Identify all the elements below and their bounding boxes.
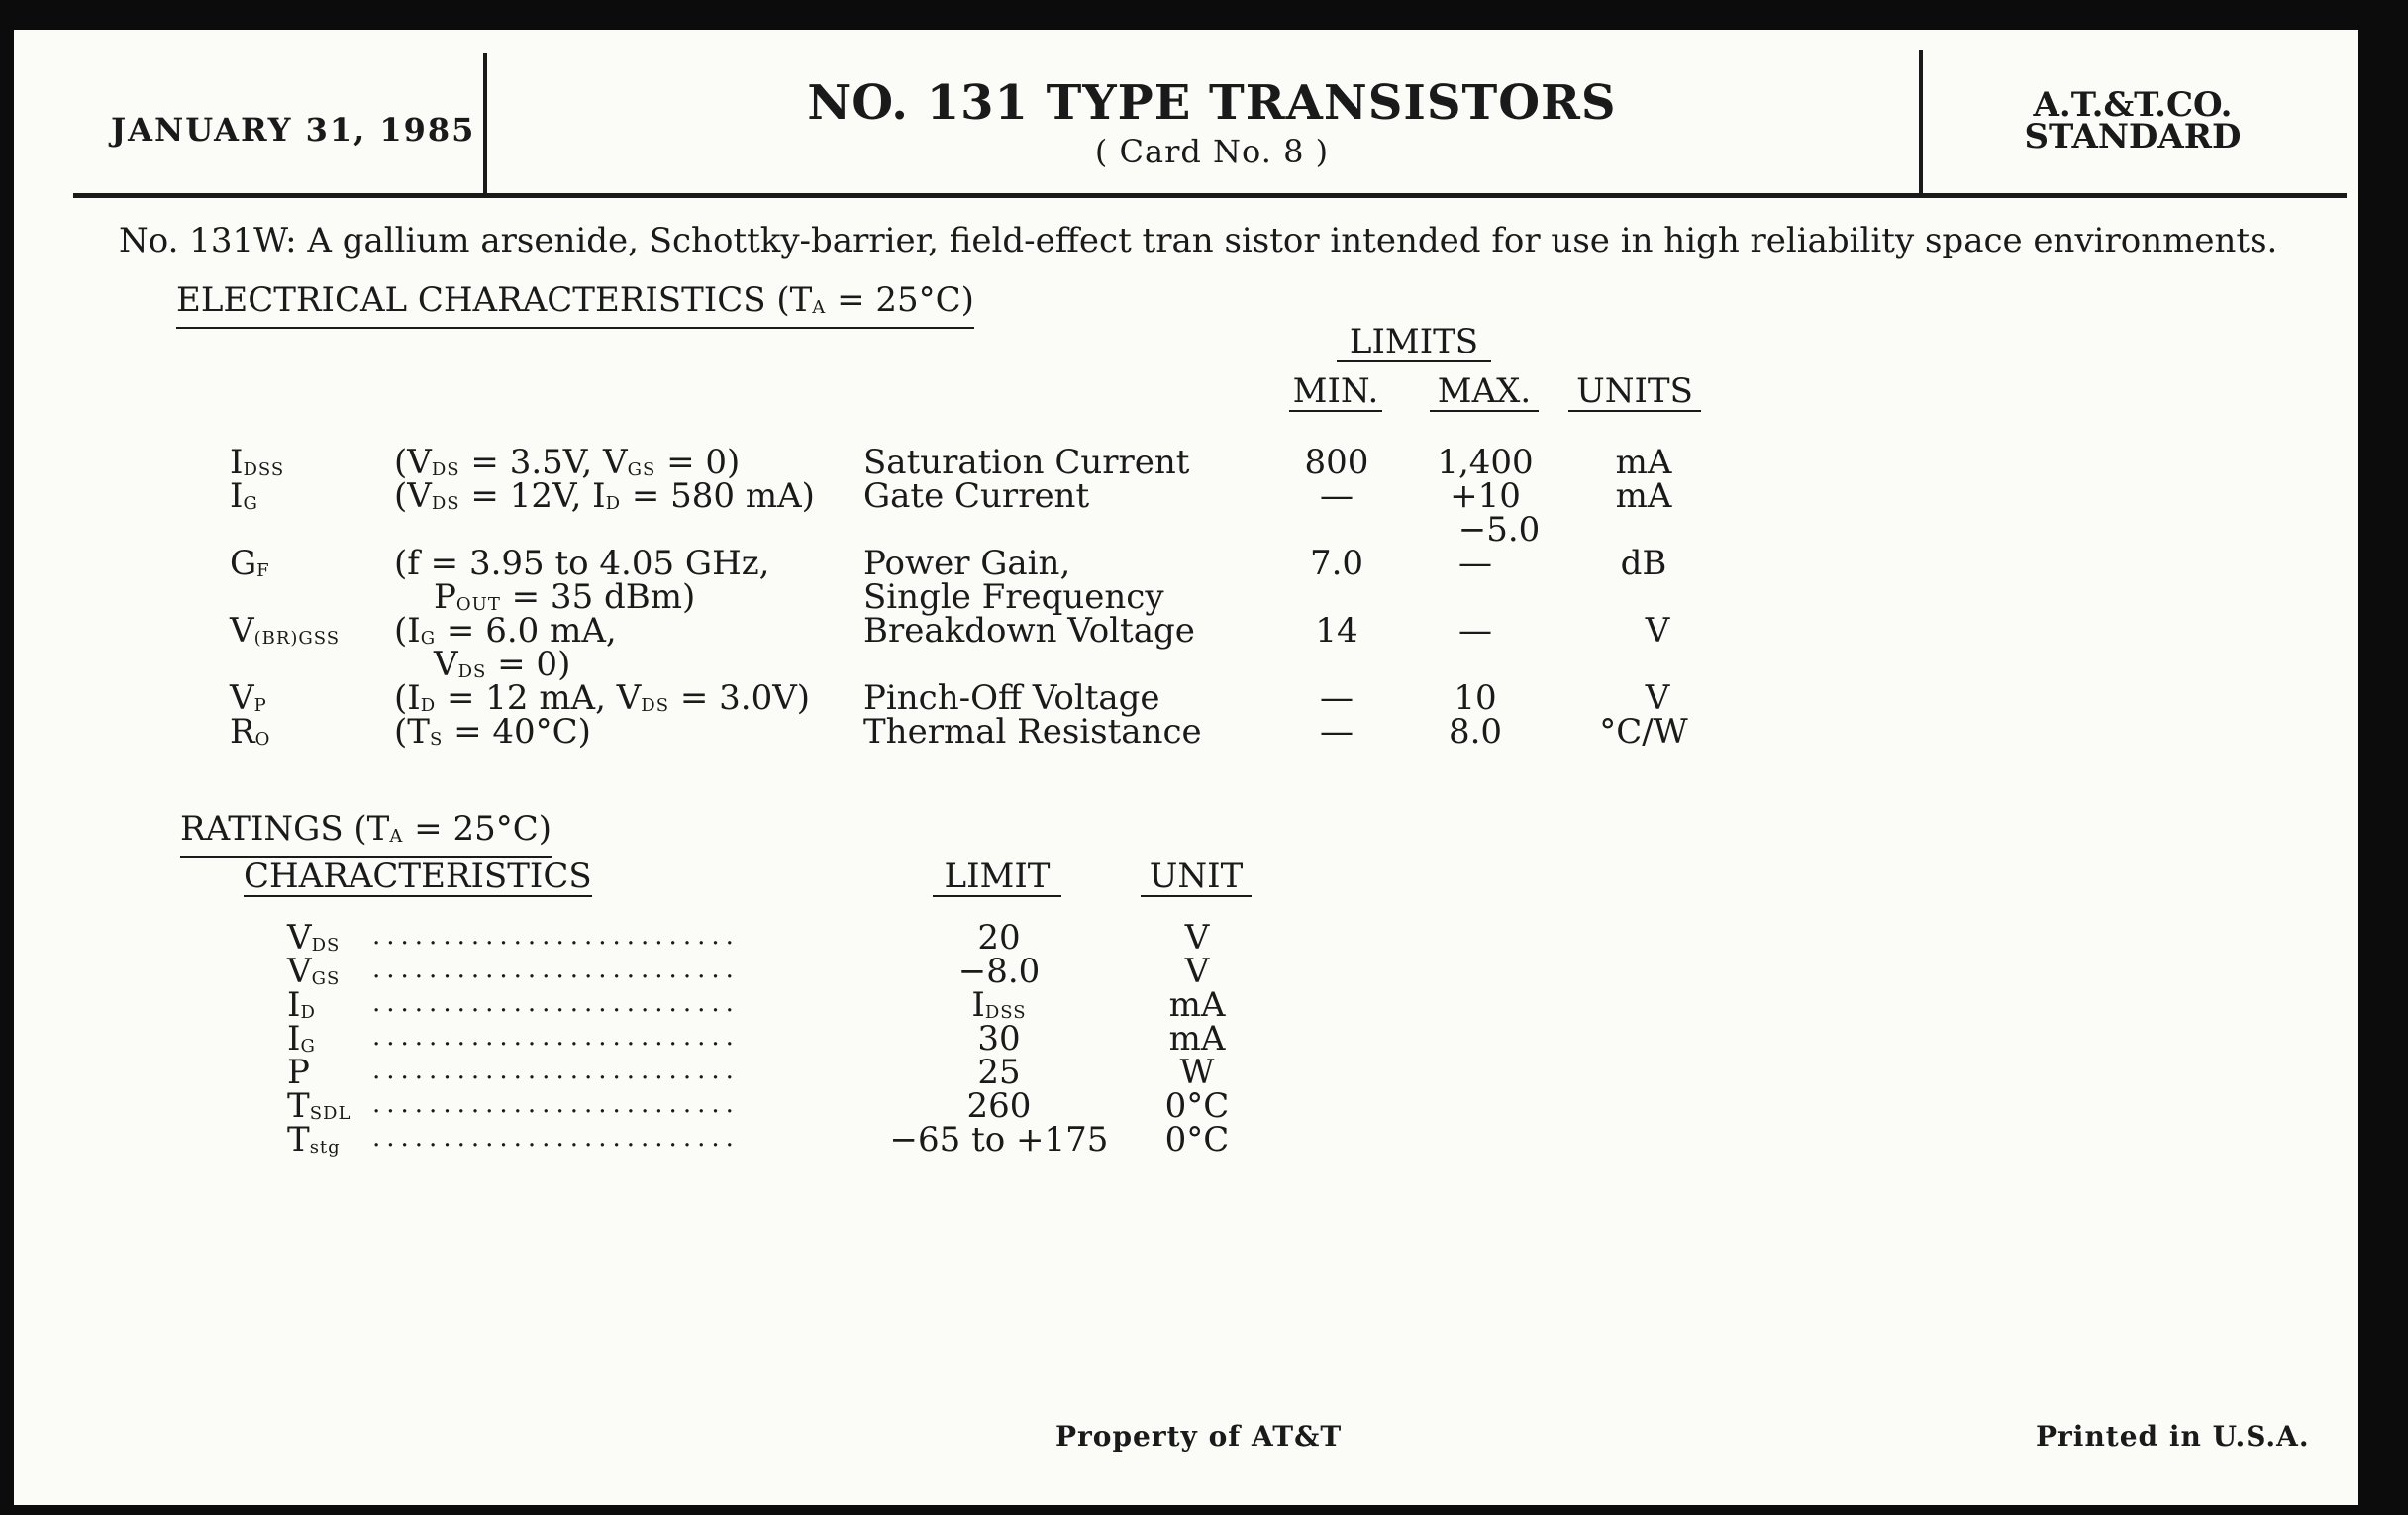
param-max: 10 — [1454, 678, 1497, 718]
param-condition-cont: $P_{OUT} = 35$ dBm) — [434, 577, 696, 617]
card-title: NO. 131 TYPE TRANSISTORS — [807, 75, 1617, 131]
footer-printed: Printed in U.S.A. — [2036, 1420, 2310, 1453]
rating-limit: 30 — [977, 1019, 1021, 1059]
rating-unit: 0°C — [1164, 1086, 1230, 1126]
rating-unit: 0°C — [1164, 1120, 1230, 1160]
param-symbol: $G_F$ — [230, 544, 270, 583]
param-max: — — [1458, 544, 1492, 583]
param-units: °C/W — [1599, 712, 1688, 752]
header-divider-right — [1919, 50, 1923, 194]
param-min: — — [1320, 476, 1354, 516]
rating-leader: .......................... — [372, 955, 740, 984]
param-min: — — [1320, 678, 1354, 718]
rating-unit: V — [1184, 918, 1210, 958]
param-units: mA — [1615, 476, 1672, 516]
rating-unit: W — [1179, 1053, 1215, 1092]
electrical-heading: ELECTRICAL CHARACTERISTICS $(T_A = 25^\circ C)$ — [176, 283, 974, 329]
rating-symbol: P — [287, 1053, 310, 1092]
rating-symbol: $I_G$ — [287, 1019, 316, 1059]
rating-symbol: $I_D$ — [287, 985, 316, 1025]
rating-limit: −8.0 — [957, 952, 1041, 991]
param-symbol: $I_{DSS}$ — [230, 443, 285, 482]
param-max: 8.0 — [1448, 712, 1503, 752]
param-max: 1,400 — [1437, 443, 1534, 482]
rating-limit: 260 — [966, 1086, 1032, 1126]
rating-unit: V — [1184, 952, 1210, 991]
param-min: — — [1320, 712, 1354, 752]
param-units: V — [1645, 678, 1670, 718]
org-line-2: STANDARD — [2024, 117, 2242, 156]
ratings-heading: RATINGS $(T_A = 25^\circ C)$ — [180, 812, 552, 858]
param-symbol: $V_P$ — [230, 678, 267, 718]
footer-property: Property of AT&T — [1055, 1420, 1343, 1453]
param-description: Thermal Resistance — [863, 712, 1202, 752]
rating-symbol: $T_{SDL}$ — [287, 1086, 351, 1126]
param-description: Pinch-Off Voltage — [863, 678, 1160, 718]
rating-limit: 20 — [977, 918, 1021, 958]
rating-limit: −65 to +175 — [889, 1120, 1109, 1160]
rating-symbol: $V_{GS}$ — [287, 952, 341, 991]
rating-leader: .......................... — [372, 1022, 740, 1052]
param-condition: (f = 3.95 to 4.05 GHz, — [394, 544, 770, 583]
param-symbol: $V_{(BR)GSS}$ — [230, 611, 341, 651]
param-min: 7.0 — [1309, 544, 1364, 583]
card-date: JANUARY 31, 1985 — [111, 111, 476, 149]
param-condition: ($I_D = 12$ mA, $V_{DS} = 3.0V$) — [394, 678, 811, 718]
param-units: dB — [1620, 544, 1667, 583]
col-units: UNITS — [1568, 374, 1701, 412]
param-condition-cont: $V_{DS} = 0$) — [434, 645, 571, 684]
param-max-secondary: −5.0 — [1457, 510, 1541, 550]
param-units: V — [1645, 611, 1670, 651]
ratings-col-limit: LIMIT — [933, 859, 1061, 897]
col-min: MIN. — [1289, 374, 1382, 412]
param-min: 800 — [1304, 443, 1369, 482]
rating-symbol: $V_{DS}$ — [287, 918, 341, 958]
spec-card — [14, 30, 2358, 1505]
param-condition: ($I_G = 6.0$ mA, — [394, 611, 617, 651]
param-max: — — [1458, 611, 1492, 651]
param-description: Power Gain, — [863, 544, 1071, 583]
rating-limit: 25 — [977, 1053, 1021, 1092]
card-subtitle: ( Card No. 8 ) — [1094, 133, 1330, 170]
rating-unit: mA — [1168, 985, 1226, 1025]
rating-limit: $I_{DSS}$ — [971, 985, 1027, 1025]
rating-leader: .......................... — [372, 921, 740, 951]
ratings-col-unit: UNIT — [1141, 859, 1252, 897]
device-description: No. 131W: A gallium arsenide, Schottky-barrier, field-effect tran sistor intended for use in high reliability space environments. — [119, 221, 2278, 260]
param-condition: $(T_S = 40^\circ C)$ — [394, 712, 591, 752]
param-condition: ($V_{DS} = 12V$, $I_D = 580$ mA) — [394, 476, 815, 516]
param-max: +10 — [1450, 476, 1521, 516]
rating-unit: mA — [1168, 1019, 1226, 1059]
header-rule — [73, 193, 2347, 198]
col-max: MAX. — [1430, 374, 1539, 412]
param-symbol: $I_G$ — [230, 476, 258, 516]
param-units: mA — [1615, 443, 1672, 482]
ratings-col-characteristics: CHARACTERISTICS — [244, 857, 592, 896]
param-description-cont: Single Frequency — [863, 577, 1164, 617]
rating-leader: .......................... — [372, 1123, 740, 1153]
org-line-1: A.T.&T.CO. — [2033, 85, 2233, 125]
rating-leader: .......................... — [372, 1056, 740, 1085]
rating-leader: .......................... — [372, 1089, 740, 1119]
param-condition: ($V_{DS} = 3.5V$, $V_{GS} = 0$) — [394, 443, 741, 482]
limits-label: LIMITS — [1337, 325, 1491, 362]
param-description: Breakdown Voltage — [863, 611, 1195, 651]
header-divider-left — [483, 53, 487, 198]
rating-symbol: $T_{stg}$ — [287, 1120, 341, 1160]
param-description: Gate Current — [863, 476, 1090, 516]
param-min: 14 — [1315, 611, 1358, 651]
param-symbol: $R_O$ — [230, 712, 271, 752]
param-description: Saturation Current — [863, 443, 1190, 482]
rating-leader: .......................... — [372, 988, 740, 1018]
